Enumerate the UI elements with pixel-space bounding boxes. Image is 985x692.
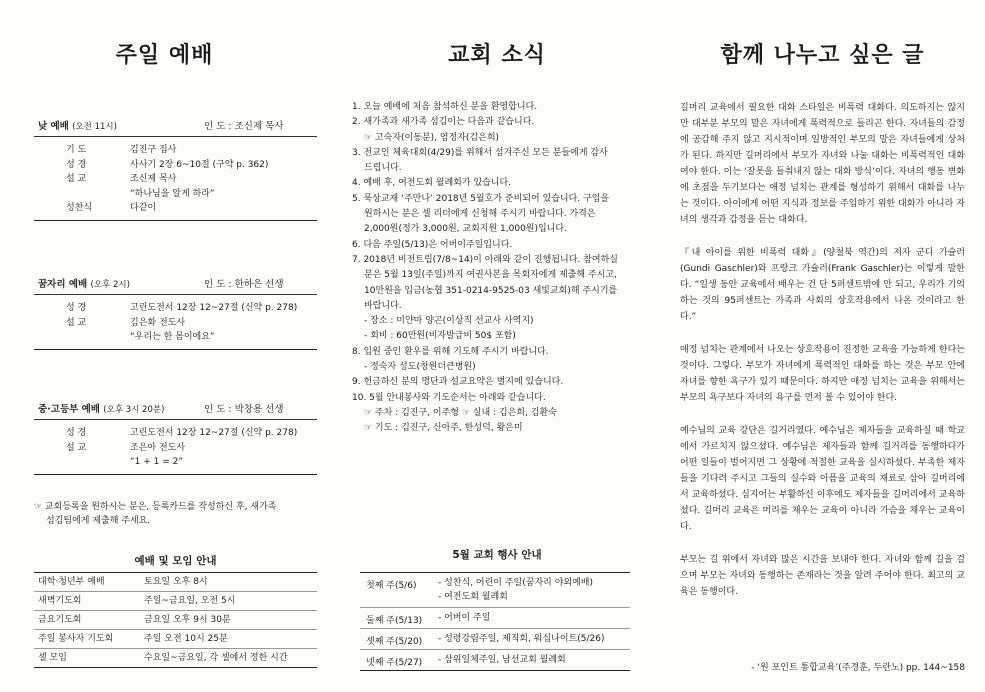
- essay-paragraph: 예수님의 교육 강단은 길거리였다. 예수님은 제자들을 교육하실 때 학교에서 가르치지 않으셨다. 예수님은 제자들과 함께 길거리를 동행하다가 어떤 일들이 벌어지면 그 상황에 적절한 교육을 실시하셨다. 부족한 제자들을 기다려 주시고 그들의 실수와 아픔을 교육의 재료로 삼아 길머리에서 교육하셨다. 심지어는 부활하신 이후에도 제자들을 길머리에서 교육하셨다. 길머리 교육은 머리를 채우는 교육이 아니라 가슴을 채우는 교육이다.: [680, 426, 965, 532]
- worship-heading: 주일 예배: [115, 43, 214, 68]
- essay-paragraph: 애정 넘치는 관계에서 나오는 상호작용이 진정한 교육을 가능하게 한다는 것이다. 그렇다. 부모가 자녀에게 폭력적인 대화를 하는 것은 부모 안에 자녀를 향한 욕구가 있기 때문이다. 하지만 애정 넘치는 교육을 위해서는 부모의 욕구보다 자녀의 욕구를 먼저 볼 수 있어야 한다.: [680, 345, 965, 403]
- service-leader: 인 도 : 한하은 선생: [204, 279, 284, 290]
- news-item: 분은 5월 13일(주일)까지 여권사본을 목회자에게 제출해 주시고,: [364, 270, 617, 281]
- essay-paragraph: 『내 아이를 위한 비폭력 대화』(양철북 역간)의 저자 군디 가슐러(Gundi Gaschler)와 프랑크 가슐러(Frank Gaschler)는 이렇게 말한다. “일생 동안 교육에서 배우는 건 단 5퍼센트밖에 안 되고, 우리가 기억하는 것의 95퍼센트는 가족과 사회의 상호작용에서 나온 것이라고 한다.”: [680, 248, 965, 322]
- events-title: 5월 교회 행사 안내: [452, 549, 542, 561]
- event-row: 둘째 주(5/13) - 어버이 주일: [360, 608, 630, 629]
- news-item: - 장소 : 미얀마 양곤(이상직 선교사 사역지): [364, 316, 534, 327]
- news-item: 2. 새가족과 새가족 섬김이는 다음과 같습니다.: [352, 117, 535, 128]
- service-name: 낮 예배 (오전 11시): [38, 121, 117, 132]
- news-item: 드립니다.: [364, 163, 402, 174]
- service-box-kids: 꿈자리 예배 (오후 2시) 인 도 : 한하은 선생 성 경 고린도전서 12장 12~27절 (신약 p. 278) 설 교 김은화 전도사 “우리는 한 몸이에요”: [34, 272, 317, 350]
- news-item: 6. 다음 주일(5/13)은 어버이주일입니다.: [352, 239, 513, 250]
- essay-body: [680, 100, 965, 617]
- news-item: 9. 헌금하신 분의 명단과 설교요약은 별지에 있습니다.: [352, 377, 564, 388]
- service-leader: 인 도 : 조신제 목사: [204, 121, 284, 132]
- schedule-row: 새벽기도회 주일~금요일, 오전 5시: [34, 592, 317, 611]
- news-item: 1. 오늘 예배에 처음 참석하신 분을 환영합니다.: [352, 102, 538, 112]
- schedule-row: 금요기도회 금요일 오후 9시 30분: [34, 611, 317, 630]
- news-item: 10만원을 입금(농협 351-0214-9525-03 새빛교회)해 주시기를: [364, 285, 618, 296]
- schedule-table: [34, 572, 317, 668]
- news-item: 10. 5월 안내봉사와 기도순서는 아래와 같습니다.: [352, 392, 546, 403]
- schedule-row: 셀 모임 수요일~금요일, 각 셀에서 정한 시간: [38, 653, 288, 663]
- news-item: 3. 전교인 체육대회(4/29)를 위해서 섬겨주신 모든 분들에게 감사: [352, 147, 608, 158]
- news-heading: 교회 소식: [448, 43, 546, 68]
- news-item: 4. 예배 후, 여전도회 월례회가 있습니다.: [352, 178, 512, 189]
- service-leader: 인 도 : 박창용 선생: [204, 404, 284, 415]
- events-table: [360, 572, 630, 671]
- essay-paragraph: 길머리 교육에서 필요한 대화 스타일은 비폭력 대화다. 의도하지는 않지만 대부분 부모의 말은 자녀에게 폭력적으로 들리곤 한다. 자녀들의 감정에 공감해 주지 않고 지시적이며 일방적인 부모의 말은 자녀들에게 상처가 된다. 하지만 길머리에서 부모가 자녀와 나눌 대화는 비폭력적인 대화여야 한다. 이는 ‘잘못을 들춰내지 않는 대화 방식’이다. 자녀의 행동 변화에 초점을 두기보다는 애정 넘치는 관계를 형성하기 위해서 대화를 나누는 것이다. 아이에게 어떤 지식과 정보를 주입하기 위한 대화가 아니라 자녀의 생각과 감정을 듣는 대화다.: [680, 103, 965, 225]
- news-item: - 정숙자 성도(창원더큰병원): [364, 362, 476, 373]
- event-row: 넷째 주(5/27) - 삼위일체주일, 남선교회 월례회: [366, 655, 566, 668]
- service-name: 꿈자리 예배 (오후 2시): [38, 279, 130, 290]
- news-item: 바랍니다.: [364, 300, 402, 311]
- news-item: 2,000원(정가 3,000원, 교회지원 1,000원)입니다.: [364, 224, 567, 235]
- news-list: [352, 100, 644, 437]
- news-item: - 회비 : 60만원(비자발급비 50$ 포함): [364, 331, 516, 342]
- service-name: 중·고등부 예배 (오후 3시 20분): [38, 404, 165, 415]
- registration-note: ☞ 교회등록을 원하시는 분은, 등록카드를 작성하신 후, 새가족 섬김팀에게 제출해 주세요.: [34, 502, 277, 526]
- essay-paragraph: 부모는 길 위에서 자녀와 많은 시간을 보내야 한다. 자녀와 함께 길을 걸으며 부모는 자녀와 동행하는 존재라는 것을 알려 주어야 한다. 최고의 교육은 동행이다.: [680, 555, 965, 597]
- service-box-youth: 중·고등부 예배 (오후 3시 20분) 인 도 : 박창용 선생 성 경 고린도전서 12장 12~27절 (신약 p. 278) 설 교 조은아 전도사 “1 + 1 = 2”: [34, 397, 317, 475]
- schedule-row: 대학·청년부 예배 토요일 오후 8시: [34, 573, 317, 592]
- event-row: 셋째 주(5/20) - 성령강림주일, 제직회, 워십나이트(5/26): [360, 629, 630, 650]
- schedule-row: 주일 봉사자 기도회 주일 오전 10시 25분: [34, 630, 317, 649]
- news-item: 8. 입원 중인 환우를 위해 기도해 주시기 바랍니다.: [352, 346, 549, 357]
- event-row: 첫째 주(5/6) - 성찬식, 어린이 주일(꿈자리 야외예배) - 여전도회 월례회: [360, 573, 630, 608]
- essay-heading: 함께 나누고 싶은 글: [720, 43, 925, 68]
- news-item: 7. 2018년 비전트립(7/8~14)이 아래와 같이 진행됩니다. 참여하실: [352, 254, 618, 265]
- news-item: 5. 묵상교재 ‘주만나’ 2018년 5월호가 준비되어 있습니다. 구입을: [352, 193, 610, 204]
- essay-citation: - ‘원 포인트 통합교육’(주경훈, 두란노) pp. 144~158: [751, 663, 965, 673]
- news-item: ☞ 고숙자(이동분), 염정자(김은희): [364, 132, 500, 143]
- news-item: ☞ 주차 : 김진구, 이주형 ☞ 실내 : 김은희, 김환숙: [364, 407, 557, 418]
- service-box-main: 낮 예배 (오전 11시) 인 도 : 조신제 목사 기 도 김진구 집사 성 경 사사기 2장 6~10절 (구약 p. 362) 설 교 조신제 목사 “하나님을 알게 하라” 성찬식 다같이: [34, 114, 317, 221]
- schedule-title: 예배 및 모임 안내: [134, 555, 217, 567]
- news-item: ☞ 기도 : 김진구, 신아주, 한성덕, 왕은미: [364, 423, 523, 434]
- news-item: 원하시는 분은 셀 리더에게 신청해 주시기 바랍니다. 가격은: [364, 209, 596, 220]
